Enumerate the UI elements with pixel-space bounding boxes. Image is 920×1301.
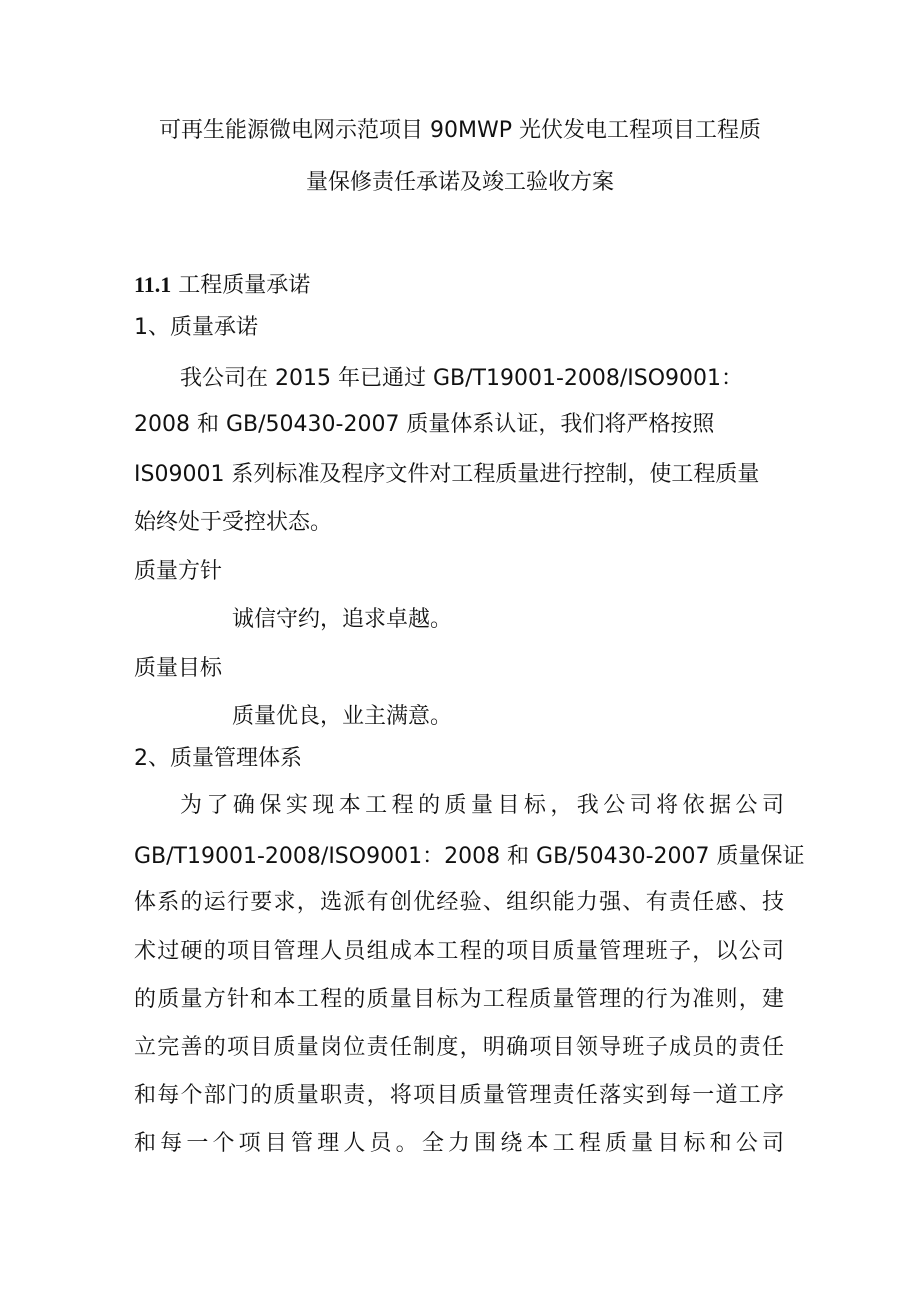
quality-goal-label: 质量目标 <box>134 656 223 681</box>
subsection-heading-1: 1、质量承诺 <box>134 315 258 340</box>
paragraph-1-line-3: IS09001 系列标准及程序文件对工程质量进行控制，使工程质量 <box>134 462 760 487</box>
paragraph-2-line-7: 和每个部门的质量职责，将项目质量管理责任落实到每一道工序 <box>134 1083 784 1108</box>
subsection-heading-2: 2、质量管理体系 <box>134 746 302 771</box>
paragraph-2-line-5: 的质量方针和本工程的质量目标为工程质量管理的行为准则，建 <box>134 987 784 1012</box>
section-title: 工程质量承诺 <box>178 273 311 298</box>
paragraph-2-line-2: GB/T19001-2008/ISO9001：2008 和 GB/50430-2007 质量保证 <box>134 844 805 869</box>
paragraph-2-line-3: 体系的运行要求，选派有创优经验、组织能力强、有责任感、技 <box>134 890 784 915</box>
paragraph-1-line-4: 始终处于受控状态。 <box>134 510 333 535</box>
paragraph-1-line-2: 2008 和 GB/50430-2007 质量体系认证，我们将严格按照 <box>134 412 715 437</box>
paragraph-1-line-1: 我公司在 2015 年已通过 GB/T19001-2008/ISO9001： <box>180 366 744 391</box>
paragraph-2-line-4: 术过硬的项目管理人员组成本工程的项目质量管理班子，以公司 <box>134 939 784 964</box>
paragraph-2-line-1: 为了确保实现本工程的质量目标，我公司将依据公司 <box>180 793 784 818</box>
document-title-line-1: 可再生能源微电网示范项目 90MWP 光伏发电工程项目工程质 <box>159 118 761 143</box>
paragraph-2-line-6: 立完善的项目质量岗位责任制度，明确项目领导班子成员的责任 <box>134 1035 784 1060</box>
quality-policy-text: 诚信守约，追求卓越。 <box>232 607 453 632</box>
quality-policy-label: 质量方针 <box>134 559 223 584</box>
document-title-line-2: 量保修责任承诺及竣工验收方案 <box>305 170 614 195</box>
paragraph-2-line-8: 和每一个项目管理人员。全力围绕本工程质量目标和公司 <box>134 1131 784 1156</box>
section-heading <box>134 270 310 301</box>
quality-goal-text: 质量优良，业主满意。 <box>232 704 453 729</box>
section-number: 11.1 <box>134 272 172 297</box>
